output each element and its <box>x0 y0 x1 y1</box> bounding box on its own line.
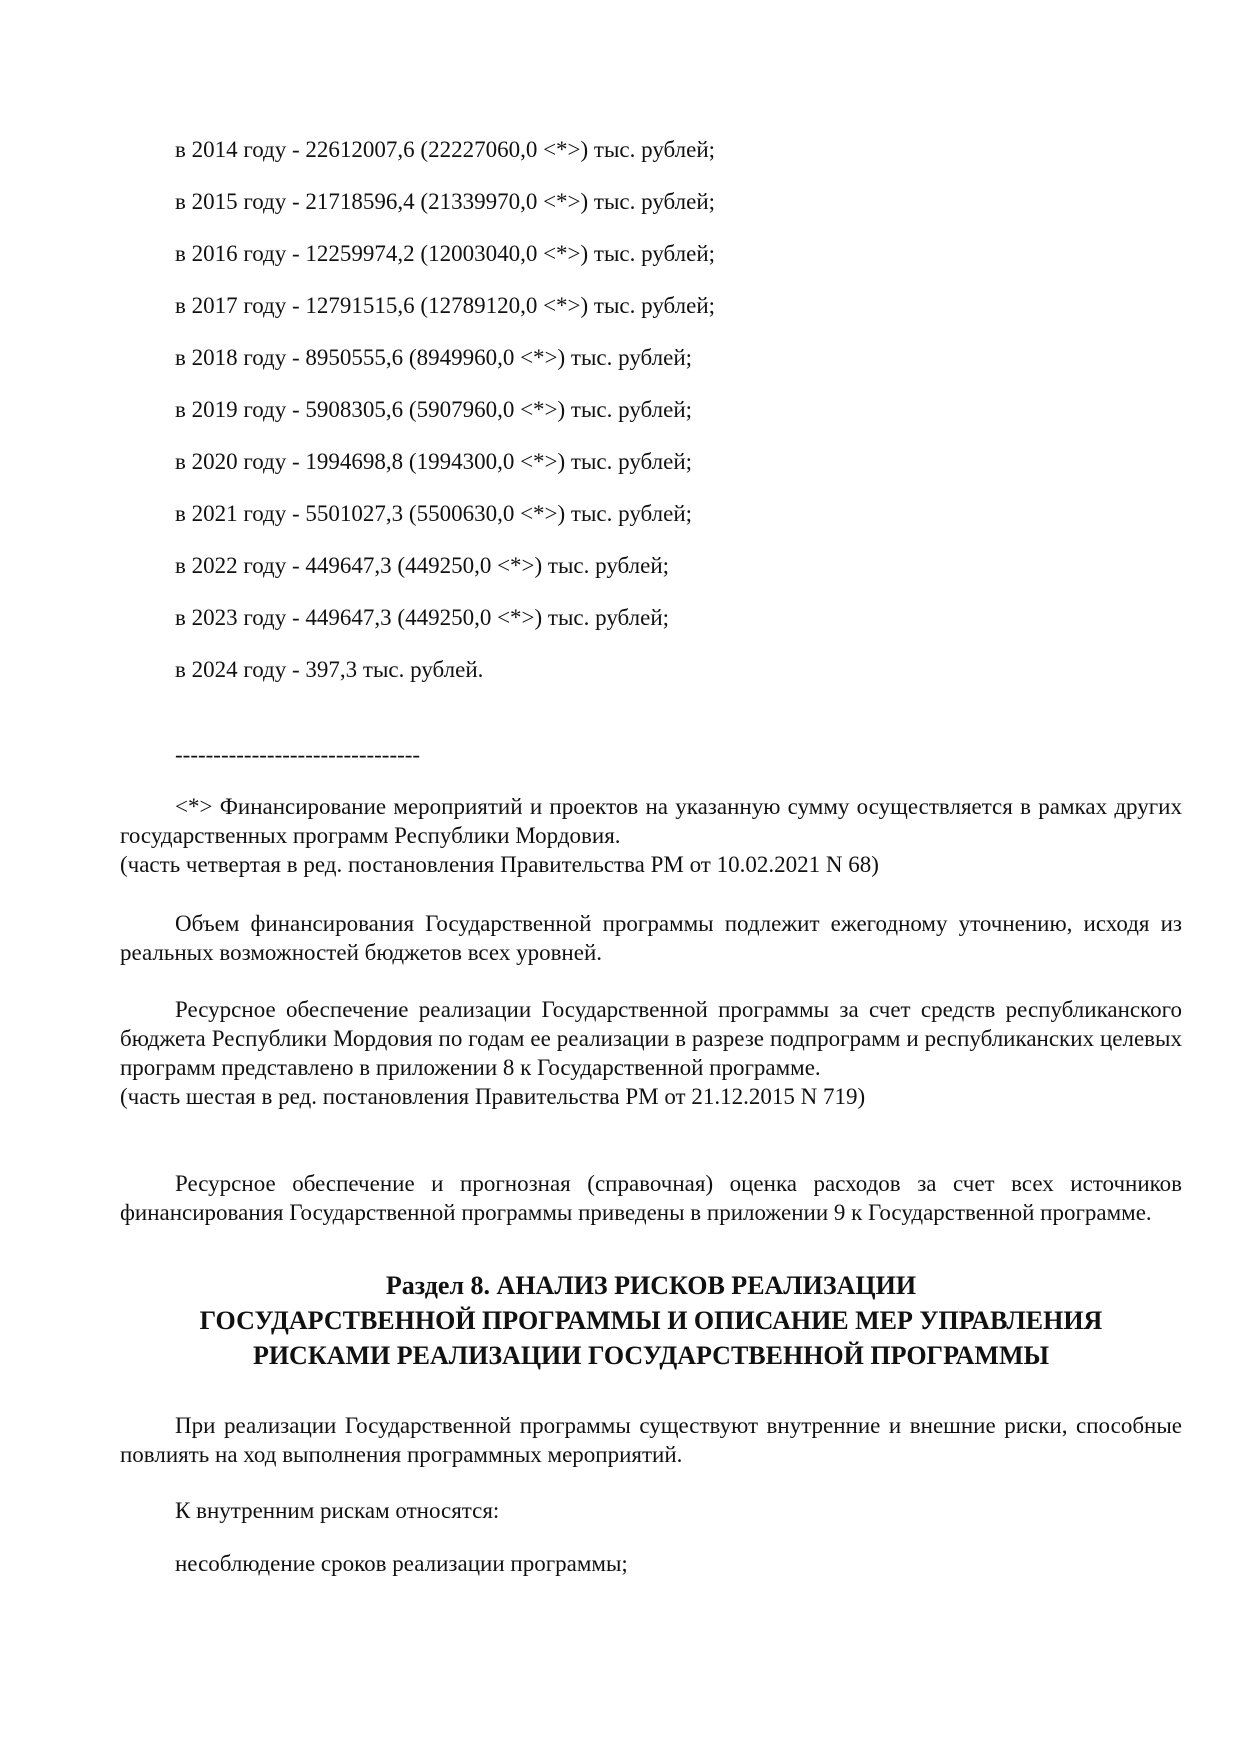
footnote-amendment: (часть четвертая в ред. постановления Правительства РМ от 10.02.2021 N 68) <box>120 852 879 877</box>
funding-line-2024: в 2024 году - 397,3 тыс. рублей. <box>175 657 484 682</box>
paragraph-resource-support <box>120 995 1182 1111</box>
funding-line-2020: в 2020 году - 1994698,8 (1994300,0 <*>) тыс. рублей; <box>175 449 693 474</box>
funding-line-2019: в 2019 году - 5908305,6 (5907960,0 <*>) тыс. рублей; <box>175 397 693 422</box>
funding-line-2022: в 2022 году - 449647,3 (449250,0 <*>) тыс. рублей; <box>175 553 670 578</box>
funding-line-2016: в 2016 году - 12259974,2 (12003040,0 <*>) тыс. рублей; <box>175 241 716 266</box>
section-heading <box>120 1268 1182 1373</box>
paragraph-text: При реализации Государственной программы существуют внутренние и внешние риски, способные повлиять на ход выполнения программных мероприятий. <box>120 1413 1182 1467</box>
internal-risk-item: несоблюдение сроков реализации программы; <box>175 1551 628 1576</box>
funding-line-2017: в 2017 году - 12791515,6 (12789120,0 <*>) тыс. рублей; <box>175 293 716 318</box>
footnote-separator: -------------------------------- <box>175 742 421 767</box>
funding-line-2014: в 2014 году - 22612007,6 (22227060,0 <*>) тыс. рублей; <box>175 137 716 162</box>
funding-line-2021: в 2021 году - 5501027,3 (5500630,0 <*>) тыс. рублей; <box>175 501 693 526</box>
funding-line-2018: в 2018 году - 8950555,6 (8949960,0 <*>) тыс. рублей; <box>175 345 693 370</box>
funding-line-2023: в 2023 году - 449647,3 (449250,0 <*>) тыс. рублей; <box>175 605 670 630</box>
paragraph-volume-clarification <box>120 909 1182 967</box>
footnote-block <box>120 792 1182 879</box>
footnote-text: <*> Финансирование мероприятий и проектов на указанную сумму осуществляется в рамках других государственных программ Республики Мордовия. <box>120 794 1182 848</box>
paragraph-text: Ресурсное обеспечение реализации Государственной программы за счет средств республиканского бюджета Республики Мордовия по годам ее реализации в разрезе подпрограмм и республиканских целевых программ представлено в приложении 8 к Государственной программе. <box>120 997 1182 1080</box>
paragraph-forecast-estimate <box>120 1169 1182 1227</box>
paragraph-amendment: (часть шестая в ред. постановления Правительства РМ от 21.12.2015 N 719) <box>120 1084 866 1109</box>
section-heading-line-2: ГОСУДАРСТВЕННОЙ ПРОГРАММЫ И ОПИСАНИЕ МЕР УПРАВЛЕНИЯ <box>199 1306 1103 1335</box>
paragraph-risks-intro <box>120 1411 1182 1469</box>
internal-risks-label: К внутренним рискам относятся: <box>175 1498 500 1523</box>
section-heading-line-3: РИСКАМИ РЕАЛИЗАЦИИ ГОСУДАРСТВЕННОЙ ПРОГРАММЫ <box>252 1341 1050 1370</box>
paragraph-text: Объем финансирования Государственной программы подлежит ежегодному уточнению, исходя из реальных возможностей бюджетов всех уровней. <box>120 911 1182 965</box>
paragraph-text: Ресурсное обеспечение и прогнозная (справочная) оценка расходов за счет всех источников финансирования Государственной программы приведены в приложении 9 к Государственной программе. <box>120 1171 1182 1225</box>
section-heading-line-1: Раздел 8. АНАЛИЗ РИСКОВ РЕАЛИЗАЦИИ <box>385 1271 917 1300</box>
funding-line-2015: в 2015 году - 21718596,4 (21339970,0 <*>) тыс. рублей; <box>175 189 716 214</box>
